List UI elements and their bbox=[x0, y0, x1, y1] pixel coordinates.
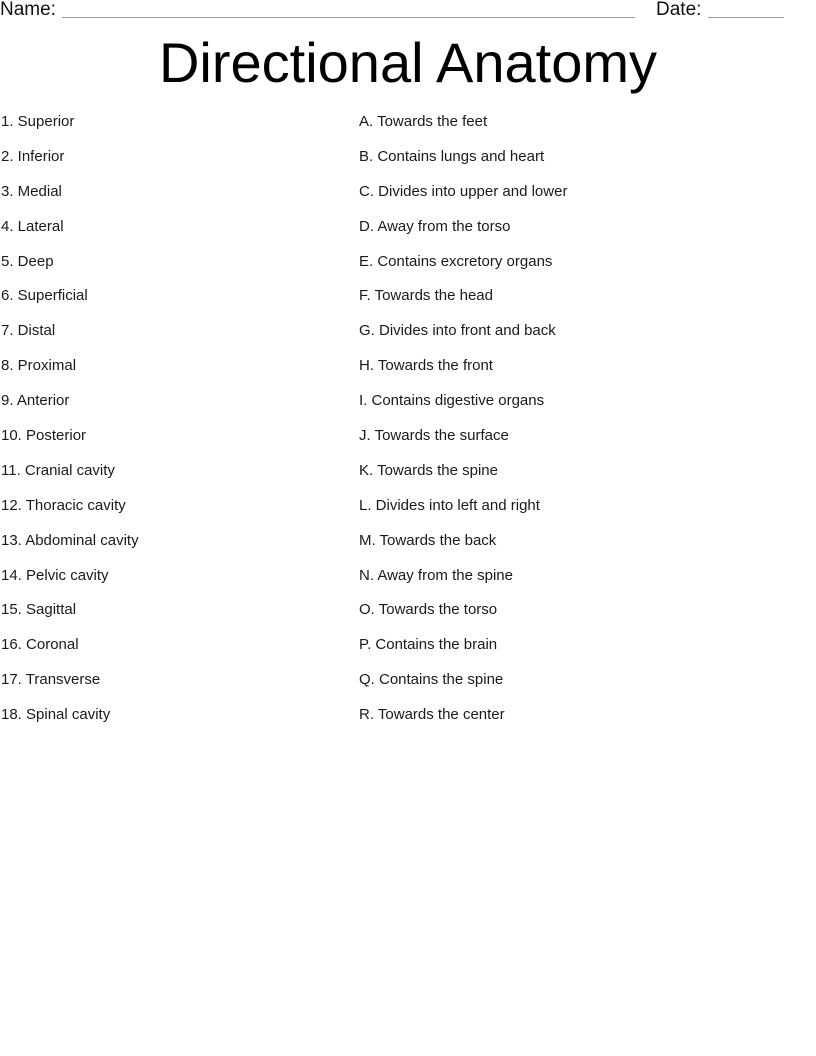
term-item: 17. Transverse bbox=[1, 671, 101, 689]
definition-item: F. Towards the head bbox=[359, 287, 493, 305]
term-item: 7. Distal bbox=[1, 322, 56, 340]
date-field-line[interactable] bbox=[708, 17, 784, 18]
definition-item: G. Divides into front and back bbox=[359, 322, 556, 340]
date-label: Date: bbox=[656, 0, 702, 20]
definition-item: I. Contains digestive organs bbox=[359, 392, 545, 410]
term-item: 11. Cranial cavity bbox=[1, 461, 115, 479]
term-item: 8. Proximal bbox=[1, 357, 77, 375]
definition-item: Q. Contains the spine bbox=[359, 671, 504, 689]
definition-item: L. Divides into left and right bbox=[359, 496, 540, 514]
definition-item: O. Towards the torso bbox=[359, 601, 498, 619]
definition-item: C. Divides into upper and lower bbox=[359, 182, 568, 200]
definition-item: R. Towards the center bbox=[359, 706, 505, 724]
definition-item: M. Towards the back bbox=[359, 531, 497, 549]
term-item: 15. Sagittal bbox=[1, 601, 77, 619]
page-title: Directional Anatomy bbox=[158, 31, 657, 94]
term-item: 9. Anterior bbox=[1, 392, 70, 410]
term-item: 13. Abdominal cavity bbox=[1, 531, 139, 549]
terms-list bbox=[1, 112, 341, 740]
definition-item: H. Towards the front bbox=[359, 357, 493, 375]
definition-item: J. Towards the surface bbox=[359, 427, 509, 445]
term-item: 1. Superior bbox=[1, 113, 75, 130]
definition-item: B. Contains lungs and heart bbox=[359, 147, 545, 165]
term-item: 3. Medial bbox=[1, 182, 62, 200]
name-field-line[interactable] bbox=[62, 17, 635, 18]
definition-item: N. Away from the spine bbox=[359, 566, 513, 584]
definition-item: D. Away from the torso bbox=[359, 217, 511, 235]
definition-item: E. Contains excretory organs bbox=[359, 252, 553, 270]
term-item: 10. Posterior bbox=[1, 427, 87, 445]
name-label: Name: bbox=[0, 0, 56, 20]
term-item: 4. Lateral bbox=[1, 217, 64, 235]
term-item: 5. Deep bbox=[1, 252, 54, 270]
worksheet-header bbox=[0, 0, 816, 22]
definition-item: A. Towards the feet bbox=[359, 113, 488, 130]
term-item: 16. Coronal bbox=[1, 636, 79, 654]
term-item: 2. Inferior bbox=[1, 147, 65, 165]
definitions-list bbox=[359, 112, 799, 740]
term-item: 14. Pelvic cavity bbox=[1, 566, 109, 584]
term-item: 6. Superficial bbox=[1, 287, 88, 305]
term-item: 12. Thoracic cavity bbox=[1, 496, 126, 514]
definition-item: K. Towards the spine bbox=[359, 461, 498, 479]
term-item: 18. Spinal cavity bbox=[1, 706, 111, 724]
definition-item: P. Contains the brain bbox=[359, 636, 498, 654]
